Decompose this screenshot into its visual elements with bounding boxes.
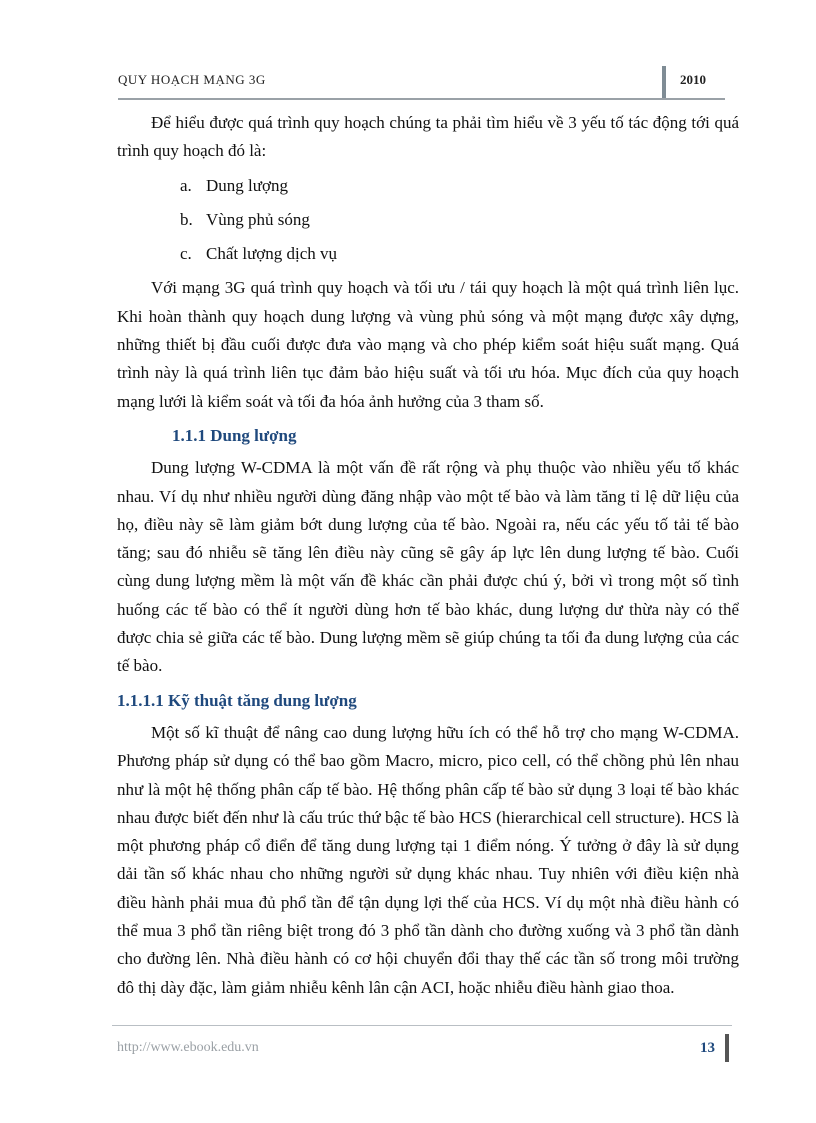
list-item-text: Chất lượng dịch vụ [206, 244, 338, 264]
section-1-1-1-1-paragraph: Một số kĩ thuật để nâng cao dung lượng hữu ích có thể hỗ trợ cho mạng W-CDMA. Phương pháp sử dụng có thể bao gồm Macro, micro, pico cell, có thể chồng phủ lên nhau như là một hệ thống phân cấp tế bào. Hệ thống phân cấp tế bào sử dụng 3 loại tế bào khác nhau được biết đến như là cấu trúc thứ bậc tế bào HCS (hierarchical cell structure). HCS là một phương pháp cổ điển để tăng dung lượng tại 1 điểm nóng. Ý tưởng ở đây là sử dụng dải tần số khác nhau cho những người sử dụng khác nhau. Tuy nhiên với điều kiện nhà điều hành phải mua đủ phổ tần để tận dụng lợi thế của HCS. Ví dụ một nhà điều hành có thể mua 3 phổ tần riêng biệt trong đó 3 phổ tần dành cho đường xuống và 3 phổ tần dành cho đường lên. Nhà điều hành có cơ hội chuyển đổi thay thế các tần số trong môi trường đô thị dày đặc, làm giảm nhiễu kênh lân cận ACI, hoặc nhiễu điều hành giao thoa. [117, 722, 739, 997]
header-year: 2010 [680, 72, 706, 87]
page-number: 13 [700, 1040, 715, 1056]
footer-link[interactable]: http://www.ebook.edu.vn [117, 1040, 259, 1055]
intro-paragraph-2: Với mạng 3G quá trình quy hoạch và tối ưu / tái quy hoạch là một quá trình liên lục. Khi hoàn thành quy hoạch dung lượng và vùng phủ sóng và một mạng được xây dựng, những thiết bị đầu cuối được đưa vào mạng và cho phép kiểm soát hiệu suất mạng. Quá trình này là quá trình liên tục đảm bảo hiệu suất và tối ưu hóa. Mục đích của quy hoạch mạng lưới là kiểm soát và tối đa hóa ảnh hưởng của 3 tham số. [117, 278, 739, 411]
header-title: QUY HOẠCH MẠNG 3G [118, 72, 266, 87]
list-marker: a. [180, 175, 192, 195]
list-marker: c. [180, 244, 192, 264]
section-heading-1-1-1-1: 1.1.1.1 Kỹ thuật tăng dung lượng [117, 690, 357, 710]
header-rule [118, 98, 725, 100]
list-item [180, 172, 739, 200]
list-item [180, 240, 739, 268]
list-marker: b. [180, 209, 193, 229]
section-1-1-1-paragraph: Dung lượng W-CDMA là một vấn đề rất rộng và phụ thuộc vào nhiều yếu tố khác nhau. Ví dụ như nhiều người dùng đăng nhập vào một tế bào và làm tăng tỉ lệ dữ liệu của họ, điều này sẽ làm giảm bớt dung lượng của tế bào. Ngoài ra, nếu các yếu tố tải tế bào tăng; sau đó nhiễu sẽ tăng lên điều này cũng sẽ gây áp lực lên dung lượng tế bào. Cuối cùng dung lượng mềm là một vấn đề khác cần phải được chú ý, bởi vì trong một số tình huống các tế bào có thể ít người dùng hơn tế bào khác, dung lượng dư thừa này có thể được chia sẻ giữa các tế bào. Dung lượng mềm sẽ giúp chúng ta tối đa dung lượng của các tế bào. [117, 458, 739, 676]
footer-divider-bar [725, 1034, 729, 1062]
list-item-text: Vùng phủ sóng [206, 209, 310, 229]
list-item-text: Dung lượng [206, 175, 288, 195]
intro-paragraph: Để hiểu được quá trình quy hoạch chúng ta phải tìm hiểu về 3 yếu tố tác động tới quá trình quy hoạch đó là: [117, 113, 739, 161]
header-divider-bar [662, 66, 666, 98]
footer-rule [112, 1025, 732, 1026]
page-content [117, 109, 739, 1002]
section-heading-1-1-1: 1.1.1 Dung lượng [172, 425, 297, 445]
list-item [180, 206, 739, 234]
factor-list [117, 172, 739, 269]
